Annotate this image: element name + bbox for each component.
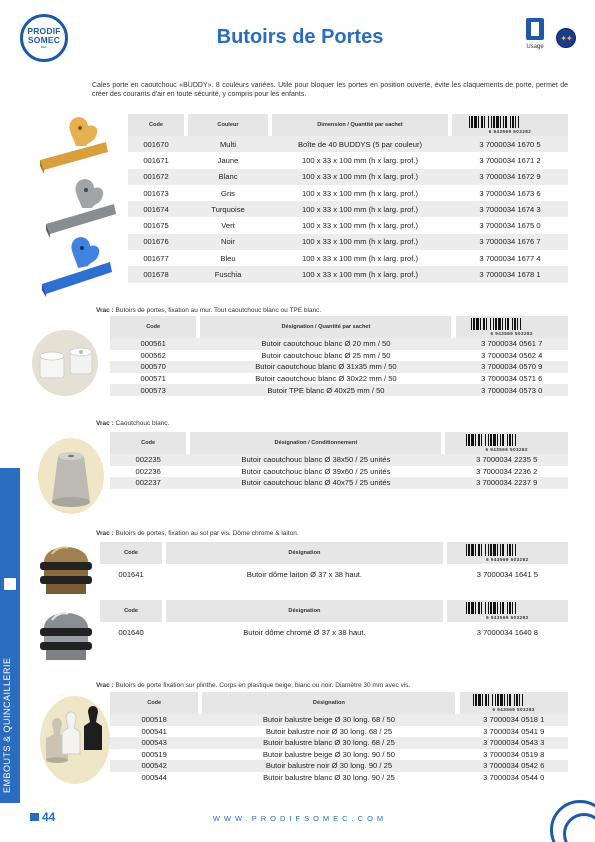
barcode-bar [502,544,504,556]
barcode-bar [478,434,480,446]
table-row [128,250,568,266]
cell-designation: Butoir caoutchouc blanc Ø 40x75 / 25 unités [190,477,441,489]
wall-stoppers-table [110,316,568,396]
barcode-bar [493,544,496,556]
col-header-designation: Désignation [166,542,443,564]
table-row [110,373,568,385]
barcode-bar [482,694,483,706]
cell-ean: 3 7000034 1641 5 [447,564,568,584]
cell-designation: Butoir caoutchouc blanc Ø 31x35 mm / 50 [200,361,451,373]
table-row [110,737,568,749]
cell-ean: 3 7000034 1678 1 [452,266,568,282]
barcode-bar [497,434,498,446]
barcode-bar [505,116,507,128]
brand-corner-emblem [550,800,595,842]
barcode-bar [515,116,516,128]
barcode-bar [488,116,489,128]
cell-designation: Butoir caoutchouc blanc Ø 30x22 mm / 50 [200,373,451,385]
chrome-dome-stopper-image [34,598,98,664]
usage-label: Usage [526,44,544,50]
cell-dimension: 100 x 33 x 100 mm (h x larg. prof.) [272,169,448,185]
table-row [128,217,568,233]
barcode-number: 6 943569 503282 [485,447,528,452]
cell-ean: 3 7000034 0541 9 [460,726,569,738]
barcode-bar [481,544,482,556]
section-label-bold: Vrac : [96,530,114,537]
barcode-bar [486,318,487,330]
col-header-code: Code [110,432,186,454]
cell-ean: 3 7000034 2237 9 [445,477,568,489]
col-header-designation: Désignation / Quantité par sachet [200,316,451,338]
barcode-bar [473,318,475,330]
table-row [110,726,568,738]
page-number-value: 44 [42,810,56,824]
cell-dimension: 100 x 33 x 100 mm (h x larg. prof.) [272,266,448,282]
section-label-text: Butoirs de porte fixation sur plinthe. Corps en plastique beige, blanc ou noir. Diamètre 30 mm avec vis. [113,682,411,689]
cell-dimension: 100 x 33 x 100 mm (h x larg. prof.) [272,234,448,250]
barcode-bar [522,694,523,706]
barcode-bar [476,318,479,330]
section-label-bold: Vrac : [96,307,114,314]
barcode-bar [500,434,501,446]
cell-color: Vert [188,217,268,233]
barcode-bar [490,318,491,330]
eu-flag-icon: ✦✦ [556,28,576,48]
table-row [110,466,568,478]
cell-ean: 3 7000034 1671 2 [452,152,568,168]
cell-designation: Butoir balustre beige Ø 30 long. 68 / 50 [202,714,455,726]
buddy-rows [128,136,568,283]
barcode-bar [478,544,480,556]
barcode-bar [500,694,503,706]
cell-code: 002236 [110,466,186,478]
table-row [128,266,568,282]
cell-dimension: 100 x 33 x 100 mm (h x larg. prof.) [272,217,448,233]
barcode-bar [500,544,501,556]
barcode-bar [485,434,486,446]
barcode-bar [509,434,511,446]
page-number [30,810,55,824]
table-row [110,749,568,761]
brand-logo [20,14,68,62]
cell-code: 000541 [110,726,198,738]
barcode-bar [498,318,501,330]
barcode-bar [471,116,473,128]
cell-code: 000561 [110,338,196,350]
barcode-bar [468,602,470,614]
barcode-header [447,600,568,622]
barcode-bar [471,544,474,556]
cell-code: 001671 [128,152,184,168]
barcode-bar [493,116,495,128]
barcode-bar [512,434,513,446]
barcode-icon [464,434,550,446]
logo-line-1: PRODIF [27,26,61,36]
barcode-bar [509,602,511,614]
barcode-bar [484,116,485,128]
cell-ean: 3 7000034 0542 6 [460,760,569,772]
col-header-code: Code [110,316,196,338]
section-label-dome [96,530,299,537]
barcode-bar [478,116,479,128]
barcode-bar [478,602,480,614]
cell-code: 000518 [110,714,198,726]
barcode-bar [512,116,514,128]
barcode-bar [490,434,492,446]
cell-code: 001677 [128,250,184,266]
barcode-bar [488,694,489,706]
barcode-bar [512,602,513,614]
cell-color: Noir [188,234,268,250]
table-row [128,234,568,250]
cell-designation: Butoir balustre blanc Ø 30 long. 90 / 25 [202,772,455,784]
cell-dimension: 100 x 33 x 100 mm (h x larg. prof.) [272,152,448,168]
table-row [100,622,568,642]
barcode-bar [517,318,518,330]
barcode-bar [471,434,474,446]
logo-line-3: REF [41,45,47,49]
cell-code: 001676 [128,234,184,250]
barcode-bar [505,318,506,330]
cell-designation: Butoir dôme chromé Ø 37 x 38 haut. [166,622,443,642]
barcode-bar [507,318,509,330]
barcode-bar [515,434,516,446]
buddy-door-wedges-image [36,112,124,297]
cell-ean: 3 7000034 2236 2 [445,466,568,478]
barcode-icon [467,116,553,128]
cell-ean: 3 7000034 1673 6 [452,185,568,201]
cell-dimension: 100 x 33 x 100 mm (h x larg. prof.) [272,250,448,266]
barcode-bar [491,116,492,128]
barcode-header [456,316,569,338]
barcode-bar [516,694,518,706]
barcode-bar [492,694,493,706]
table-row [110,714,568,726]
brass-dome-table [100,542,568,584]
barcode-header [445,432,568,454]
barcode-number: 6 943569 503282 [488,129,532,134]
table-row [110,384,568,396]
intro-text: Cales porte en caoutchouc «BUDDY». 8 couleurs variées. Utile pour bloquer les portes en position ouverte, évite les claquements de porte, permet de créer des courants d'air en toute sécurité, y compris pour les enfants. [92,82,568,98]
barcode-bar [488,602,489,614]
table-row [128,152,568,168]
barcode-bar [497,602,498,614]
barcode-bar [500,116,501,128]
barcode-bar [507,602,508,614]
barcode-bar [509,544,511,556]
section-label-bold: Vrac : [96,682,114,689]
barcode-icon [469,318,555,330]
logo-line-2: SOMEC [27,35,61,45]
barcode-bar [496,116,499,128]
barcode-bar [495,694,496,706]
barcode-bar [515,602,516,614]
section-label-balustre [96,682,410,689]
blue-wedge [42,237,112,297]
cell-ean: 3 7000034 1670 5 [452,136,568,152]
section-label-mural [96,307,321,314]
col-header-designation: Désignation [166,600,443,622]
barcode-bar [504,694,505,706]
col-header-designation: Désignation / Conditionnement [190,432,441,454]
table-row [110,760,568,772]
section-label-text: Butoirs de portes, fixation au mur. Tout caoutchouc blanc ou TPE blanc. [113,307,322,314]
section-label-text: Caoutchouc blanc. [113,420,170,427]
page-title: Butoirs de Portes [216,26,384,48]
table-row [128,136,568,152]
table-row [110,454,568,466]
barcode-bar [507,694,508,706]
baluster-stoppers-table [110,692,568,783]
cell-code: 001670 [128,136,184,152]
col-header-code: Code [100,600,162,622]
table-row [128,201,568,217]
cell-designation: Butoir caoutchouc blanc Ø 25 mm / 50 [200,350,451,362]
cell-ean: 3 7000034 0561 7 [456,338,569,350]
barcode-bar [471,318,472,330]
cell-code: 000570 [110,361,196,373]
barcode-bar [520,318,521,330]
cell-code: 001640 [100,622,162,642]
barcode-bar [490,544,492,556]
cell-ean: 3 7000034 0562 4 [456,350,569,362]
barcode-bar [514,318,516,330]
cell-code: 000562 [110,350,196,362]
barcode-bar [493,434,496,446]
col-header-code: Code [110,692,198,714]
cell-color: Gris [188,185,268,201]
yellow-wedge [40,117,108,174]
barcode-bar [497,694,499,706]
barcode-bar [485,694,487,706]
cell-dimension: 100 x 33 x 100 mm (h x larg. prof.) [272,201,448,217]
barcode-bar [502,318,503,330]
door-icon [526,18,544,40]
barcode-header [460,692,569,714]
barcode-bar [483,318,485,330]
cell-designation: Butoir balustre blanc Ø 30 long. 68 / 25 [202,737,455,749]
barcode-bar [480,318,481,330]
cell-ean: 3 7000034 0543 3 [460,737,569,749]
cell-code: 001678 [128,266,184,282]
barcode-bar [503,116,504,128]
barcode-bar [502,602,504,614]
cell-designation: Butoir caoutchouc blanc Ø 39x60 / 25 unités [190,466,441,478]
barcode-bar [466,434,467,446]
barcode-bar [478,694,481,706]
table-row [100,564,568,584]
barcode-bar [490,602,492,614]
cell-ean: 3 7000034 0518 1 [460,714,569,726]
barcode-icon [464,544,550,556]
col-header-code: Code [100,542,162,564]
barcode-bar [512,318,513,330]
col-header-code: Code [128,114,184,136]
cell-code: 001674 [128,201,184,217]
col-header-designation: Désignation [202,692,455,714]
barcode-bar [471,602,474,614]
cell-color: Blanc [188,169,268,185]
barcode-number: 6 943569 503282 [492,707,536,712]
cell-code: 000543 [110,737,198,749]
barcode-bar [475,434,476,446]
cell-color: Jaune [188,152,268,168]
baluster-stoppers-image [38,694,112,786]
barcode-bar [493,602,496,614]
barcode-number: 6 943569 503282 [486,615,529,620]
grey-wedge [46,179,116,238]
cell-designation: Butoir caoutchouc blanc Ø 38x50 / 25 unités [190,454,441,466]
cell-code: 000571 [110,373,196,385]
cell-code: 001675 [128,217,184,233]
barcode-bar [497,544,498,556]
cell-designation: Butoir caoutchouc blanc Ø 20 mm / 50 [200,338,451,350]
table-row [110,772,568,784]
usage-indicator [520,18,550,50]
barcode-number: 6 943569 503282 [486,557,529,562]
cell-ean: 3 7000034 0573 0 [456,384,569,396]
cell-color: Fuschia [188,266,268,282]
cell-designation: Butoir dôme laiton Ø 37 x 38 haut. [166,564,443,584]
barcode-bar [493,318,494,330]
barcode-bar [519,694,520,706]
cell-code: 000544 [110,772,198,784]
table-row [110,350,568,362]
cell-ean: 3 7000034 1675 0 [452,217,568,233]
rubber-stoppers-table [110,432,568,489]
barcode-bar [514,694,515,706]
cell-ean: 3 7000034 1676 7 [452,234,568,250]
cell-ean: 3 7000034 0519 8 [460,749,569,761]
page-marker-icon [30,813,39,821]
website-link[interactable]: WWW.PRODIFSOMEC.COM [212,814,388,823]
barcode-header [447,542,568,564]
barcode-bar [481,602,482,614]
barcode-bar [473,694,474,706]
cell-code: 000542 [110,760,198,772]
barcode-bar [518,116,519,128]
cell-designation: Butoir balustre noir Ø 30 long. 90 / 25 [202,760,455,772]
barcode-bar [509,694,511,706]
barcode-bar [488,434,489,446]
cell-designation: Butoir balustre beige Ø 30 long. 90 / 50 [202,749,455,761]
rubber-stopper-image [36,436,106,516]
section-label-bold: Vrac : [96,420,114,427]
cell-designation: Butoir balustre noir Ø 30 long. 68 / 25 [202,726,455,738]
cell-color: Multi [188,136,268,152]
barcode-icon [464,602,550,614]
side-category-tab [0,468,20,803]
table-row [110,477,568,489]
barcode-bar [488,544,489,556]
barcode-bar [510,116,511,128]
barcode-bar [475,694,477,706]
cell-code: 002235 [110,454,186,466]
barcode-bar [500,602,501,614]
barcode-icon [471,694,557,706]
barcode-bar [495,318,497,330]
cell-color: Bleu [188,250,268,266]
section-label-caoutchouc [96,420,169,427]
barcode-bar [507,434,508,446]
barcode-bar [485,544,486,556]
barcode-bar [475,544,476,556]
cell-color: Turquoise [188,201,268,217]
barcode-bar [507,544,508,556]
chrome-dome-table [100,600,568,642]
barcode-bar [485,602,486,614]
cell-ean: 3 7000034 1672 9 [452,169,568,185]
barcode-bar [466,544,467,556]
cell-code: 002237 [110,477,186,489]
barcode-bar [481,434,482,446]
cell-code: 001672 [128,169,184,185]
table-row [110,361,568,373]
cell-ean: 3 7000034 1674 3 [452,201,568,217]
barcode-bar [502,434,504,446]
barcode-bar [468,434,470,446]
table-row [128,169,568,185]
cell-dimension: Boîte de 40 BUDDYS (5 par couleur) [272,136,448,152]
table-row [110,338,568,350]
wall-stoppers-image [30,328,100,398]
barcode-bar [512,544,513,556]
barcode-bar [481,116,483,128]
cell-ean: 3 7000034 1640 8 [447,622,568,642]
cell-designation: Butoir TPE blanc Ø 40x25 mm / 50 [200,384,451,396]
cell-code: 000573 [110,384,196,396]
barcode-bar [468,544,470,556]
col-header-couleur: Couleur [188,114,268,136]
col-header-dimension: Dimension / Quantité par sachet [272,114,448,136]
barcode-bar [515,544,516,556]
barcode-bar [466,602,467,614]
barcode-header [452,114,568,136]
brass-dome-stopper-image [34,532,98,598]
cell-ean: 3 7000034 0570 9 [456,361,569,373]
section-label-text: Butoirs de portes, fixation au sol par vis. Dôme chrome & laiton. [113,530,299,537]
cell-ean: 3 7000034 0544 0 [460,772,569,784]
cell-ean: 3 7000034 0571 6 [456,373,569,385]
cell-code: 000519 [110,749,198,761]
barcode-number: 6 943569 503282 [490,331,534,336]
side-category-label: EMBOUTS & QUINCAILLERIE [2,657,12,793]
cell-ean: 3 7000034 2235 5 [445,454,568,466]
buddy-table [128,114,568,283]
cell-dimension: 100 x 33 x 100 mm (h x larg. prof.) [272,185,448,201]
cell-code: 001673 [128,185,184,201]
table-row [128,185,568,201]
barcode-bar [469,116,470,128]
barcode-bar [475,602,476,614]
cell-ean: 3 7000034 1677 4 [452,250,568,266]
cell-code: 001641 [100,564,162,584]
barcode-bar [474,116,477,128]
